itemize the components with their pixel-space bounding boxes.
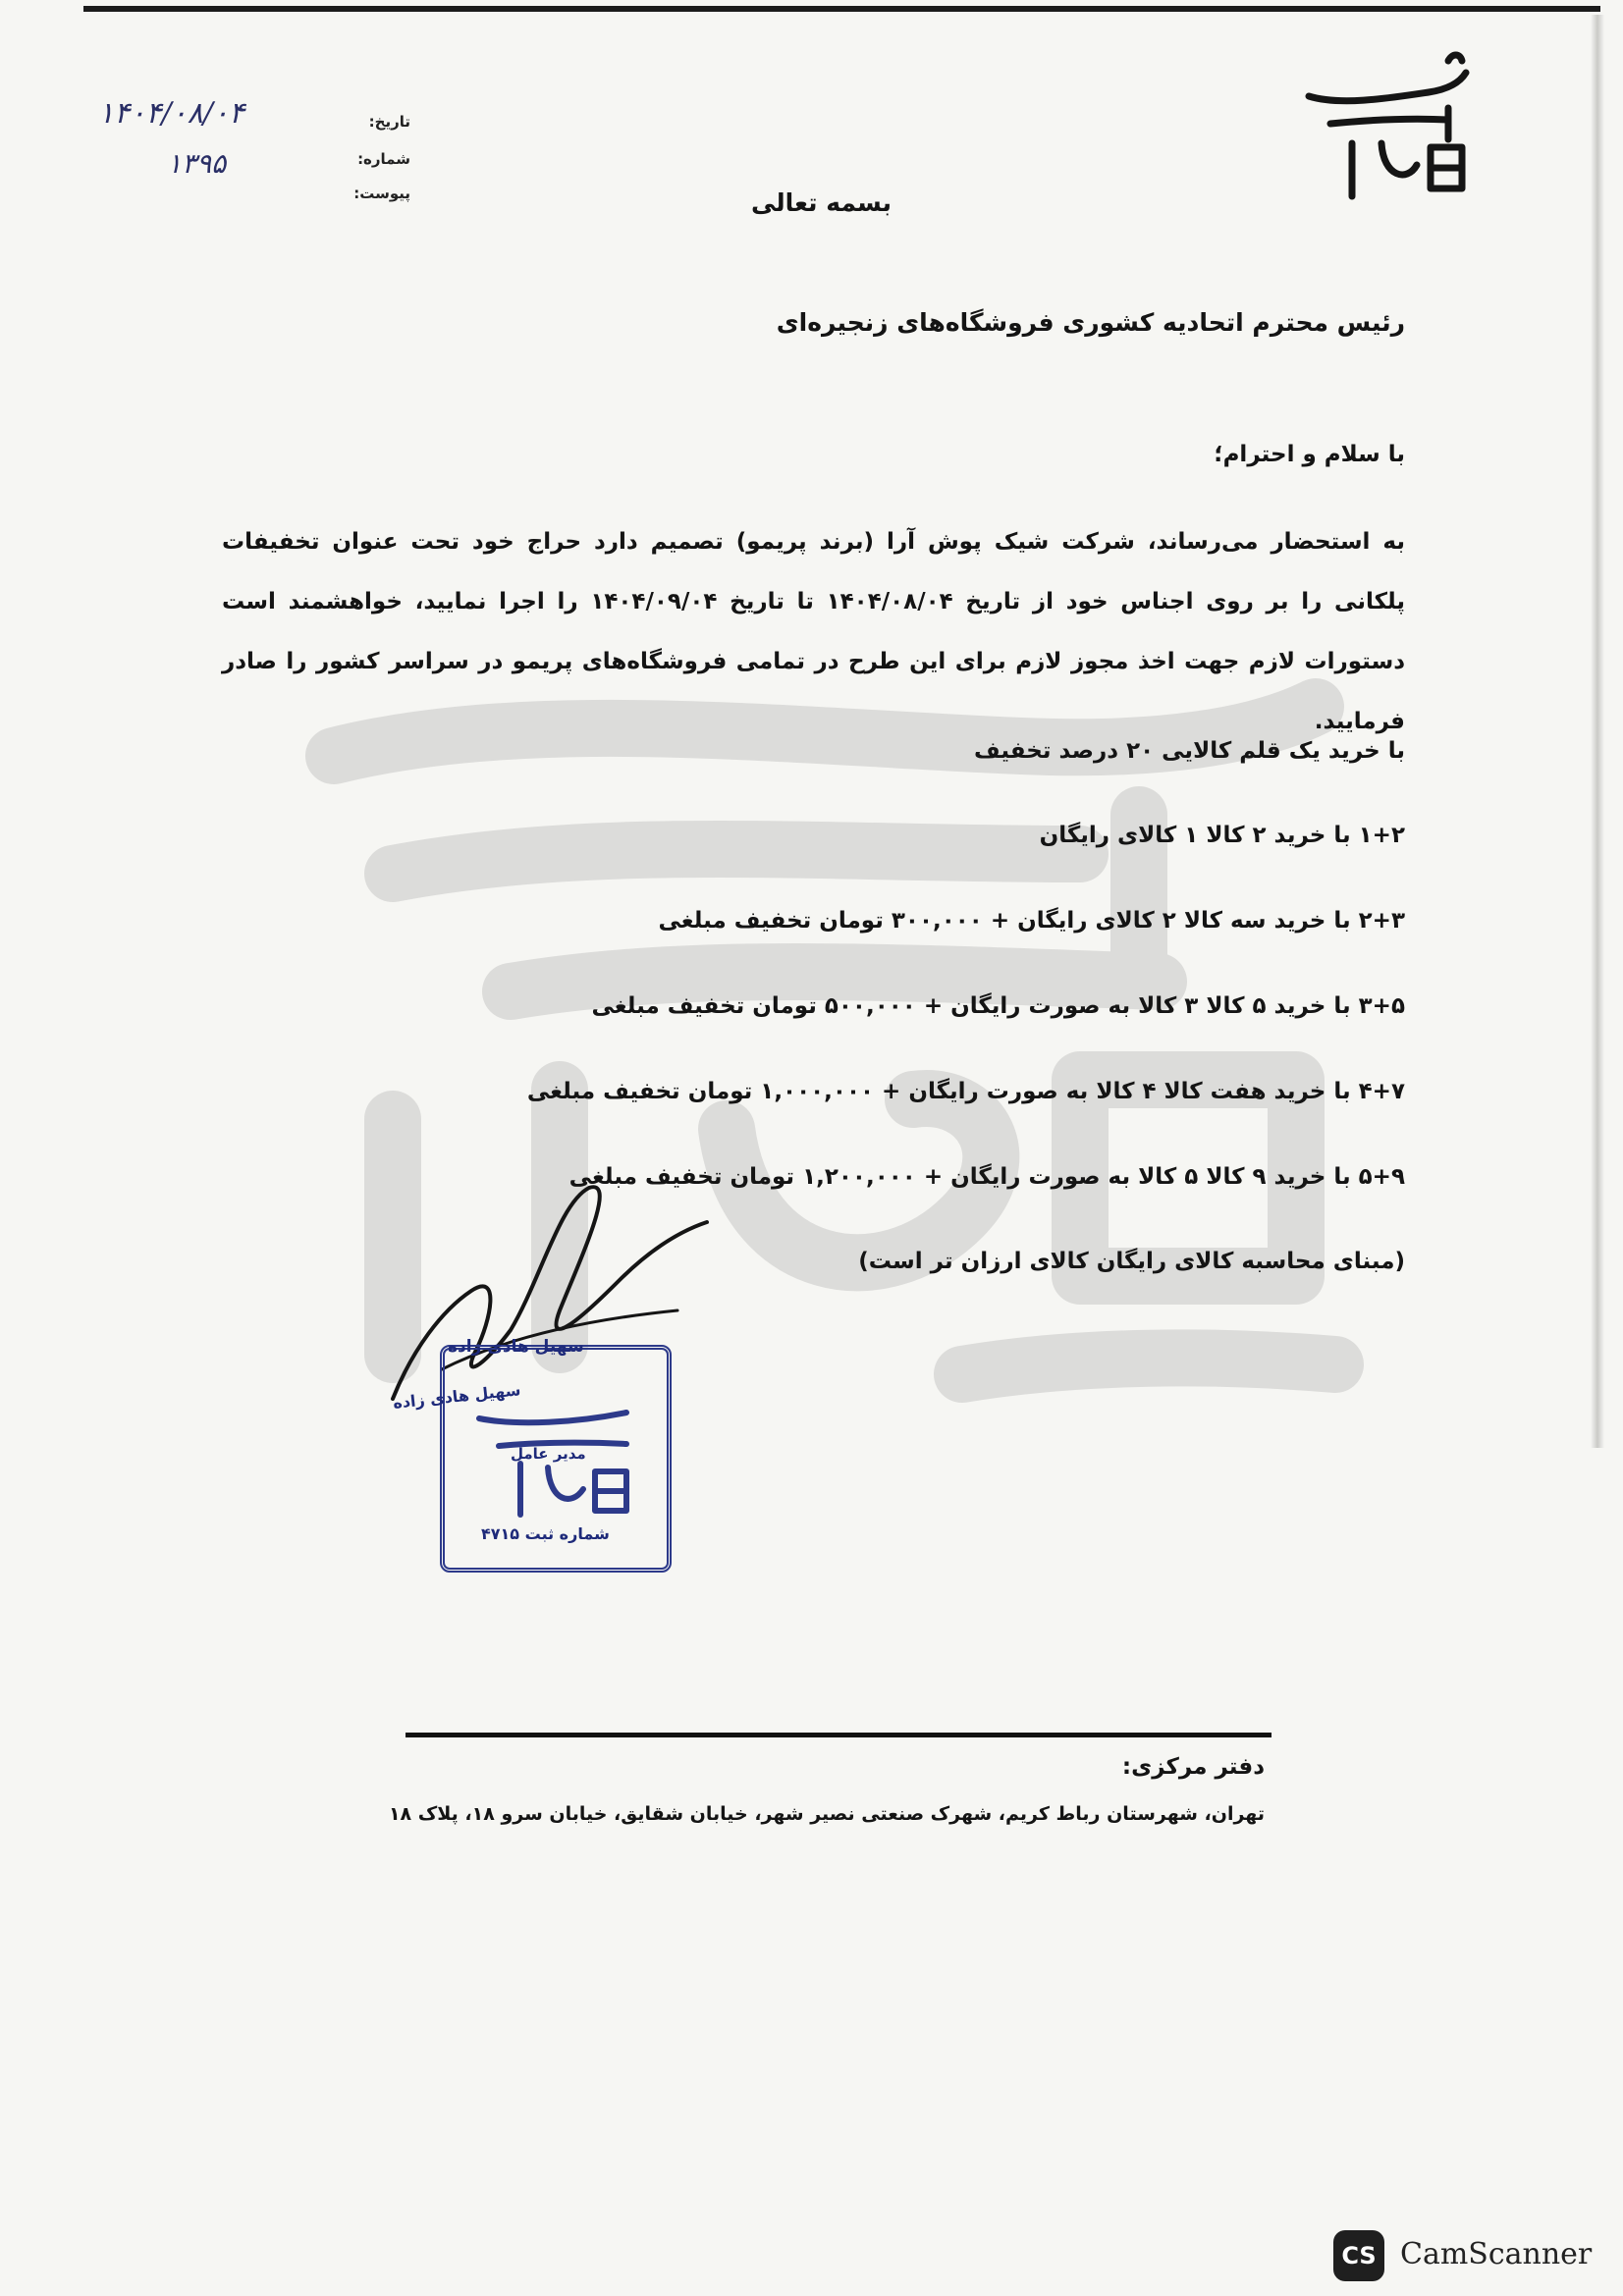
stamp-role: مدیر عامل bbox=[511, 1445, 586, 1463]
camscanner-icon: CS bbox=[1333, 2230, 1384, 2281]
stamp-signer-name: سهیل هادی زاده bbox=[448, 1337, 584, 1357]
date-label: تاریخ: bbox=[368, 113, 410, 131]
number-label: شماره: bbox=[357, 150, 410, 168]
offer-item-5: ۴+۷ با خرید هفت کالا ۴ کالا به صورت رایگان + ۱,۰۰۰,۰۰۰ تومان تخفیف مبلغی bbox=[526, 1079, 1405, 1104]
handwritten-number: ۱۳۹۵ bbox=[167, 147, 227, 180]
calculation-note: (مبنای محاسبه کالای رایگان کالای ارزان تر است) bbox=[858, 1249, 1405, 1274]
footer-address: تهران، شهرستان رباط کریم، شهرک صنعتی نصیر شهر، خیابان شقایق، خیابان سرو ۱۸، پلاک ۱۸ bbox=[388, 1803, 1265, 1825]
stamp-registration-number: شماره ثبت ۴۷۱۵ bbox=[481, 1524, 610, 1543]
greeting: با سلام و احترام؛ bbox=[1214, 442, 1405, 467]
offer-item-4: ۳+۵ با خرید ۵ کالا ۳ کالا به صورت رایگان + ۵۰۰,۰۰۰ تومان تخفیف مبلغی bbox=[591, 993, 1405, 1019]
invocation-heading: بسمه تعالی bbox=[750, 188, 892, 217]
brand-logo bbox=[1301, 49, 1473, 206]
recipient-title: رئیس محترم اتحادیه کشوری فروشگاه‌های زنجیره‌ای bbox=[776, 308, 1405, 337]
footer-office-title: دفتر مرکزی: bbox=[1121, 1754, 1265, 1780]
camscanner-label: CamScanner bbox=[1400, 2237, 1593, 2271]
offer-item-1: با خرید یک قلم کالایی ۲۰ درصد تخفیف bbox=[973, 738, 1405, 764]
scan-top-edge bbox=[83, 6, 1600, 12]
footer-divider bbox=[406, 1733, 1271, 1737]
scan-right-shadow bbox=[1591, 15, 1604, 1448]
offer-item-3: ۲+۳ با خرید سه کالا ۲ کالای رایگان + ۳۰۰,۰۰۰ تومان تخفیف مبلغی bbox=[658, 908, 1405, 934]
handwritten-date: ۱۴۰۴/۰۸/۰۴ bbox=[98, 96, 245, 131]
attachment-label: پیوست: bbox=[353, 185, 410, 202]
offer-item-6: ۵+۹ با خرید ۹ کالا ۵ کالا به صورت رایگان + ۱,۲۰۰,۰۰۰ تومان تخفیف مبلغی bbox=[568, 1164, 1405, 1190]
stamp-signer-name-2: سهیل هادی زاده bbox=[392, 1380, 522, 1413]
body-paragraph: به استحضار می‌رساند، شرکت شیک پوش آرا (برند پریمو) تصمیم دارد حراج خود تحت عنوان تخفیفات پلکانی را بر روی اجناس خود از تاریخ ۱۴۰۴/۰۸/۰۴ تا تاریخ ۱۴۰۴/۰۹/۰۴ را اجرا نمایید، خواهشمند است دستورات لازم جهت اخذ مجوز لازم برای این طرح در تمامی فروشگاه‌های پریمو در سراسر کشور را صادر فرمایید. bbox=[222, 529, 1405, 734]
stamp-brand-logo bbox=[469, 1399, 646, 1526]
offer-item-2: ۱+۲ با خرید ۲ کالا ۱ کالای رایگان bbox=[1039, 823, 1405, 848]
